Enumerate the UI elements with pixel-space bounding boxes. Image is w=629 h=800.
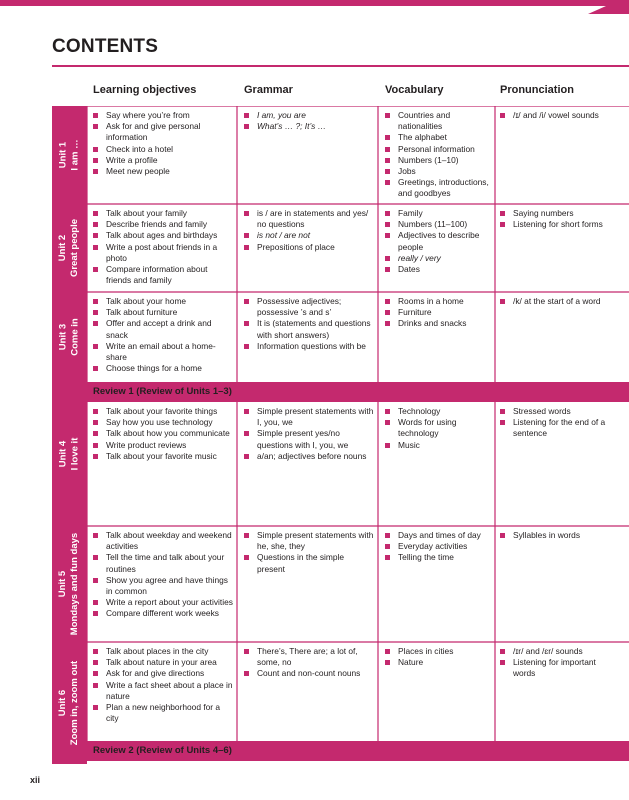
list-item bbox=[244, 242, 374, 253]
list-item-text: Say how you use technology bbox=[106, 417, 213, 428]
list-item-text: Simple present statements with I, you, we bbox=[257, 406, 374, 428]
list-item-text: Telling the time bbox=[398, 552, 454, 563]
list-item bbox=[500, 657, 618, 679]
unit-title: I am … bbox=[69, 139, 81, 171]
list-item bbox=[385, 166, 495, 177]
list-item bbox=[244, 341, 374, 352]
bullet-square-icon bbox=[244, 245, 249, 250]
list-item bbox=[385, 307, 495, 318]
list-item-text: Saying numbers bbox=[513, 208, 574, 218]
unit-6-vocabulary-list bbox=[385, 646, 495, 668]
bullet-square-icon bbox=[244, 211, 249, 216]
page-title: CONTENTS bbox=[52, 36, 159, 57]
unit-label-5 bbox=[52, 526, 87, 642]
list-item bbox=[385, 646, 495, 657]
bullet-square-icon bbox=[244, 454, 249, 459]
list-item bbox=[93, 417, 233, 428]
bullet-square-icon bbox=[385, 233, 390, 238]
unit-3-vocabulary-list bbox=[385, 296, 495, 330]
list-item-text: Nature bbox=[398, 657, 424, 668]
list-item-text: Meet new people bbox=[106, 166, 170, 177]
list-item bbox=[93, 307, 233, 318]
list-item-text: /ɪr/ and /ɛr/ sounds bbox=[513, 646, 583, 656]
bullet-square-icon bbox=[244, 113, 249, 118]
column-header-learning: Learning objectives bbox=[93, 84, 197, 96]
bullet-square-icon bbox=[385, 267, 390, 272]
bullet-square-icon bbox=[93, 321, 98, 326]
list-item-text: Technology bbox=[398, 406, 441, 416]
list-item-text: Listening for important words bbox=[513, 657, 596, 679]
list-item-text: Talk about nature in your area bbox=[106, 657, 217, 668]
list-item-text: The alphabet bbox=[398, 132, 447, 143]
bullet-square-icon bbox=[93, 555, 98, 560]
list-item-text: /k/ at the start of a word bbox=[513, 296, 601, 306]
list-item bbox=[244, 230, 374, 241]
list-item-text: Prepositions of place bbox=[257, 241, 335, 252]
list-item-text: Jobs bbox=[398, 166, 416, 177]
bullet-square-icon bbox=[385, 321, 390, 326]
bullet-square-icon bbox=[93, 147, 98, 152]
bullet-square-icon bbox=[93, 454, 98, 459]
list-item-text: Words for using technology bbox=[398, 417, 457, 439]
bullet-square-icon bbox=[385, 533, 390, 538]
bullet-square-icon bbox=[93, 611, 98, 616]
list-item-text: Write product reviews bbox=[106, 439, 187, 450]
list-item-text: Talk about how you communicate bbox=[106, 428, 230, 439]
list-item-text: Countries and nationalities bbox=[398, 110, 451, 132]
bullet-square-icon bbox=[385, 256, 390, 261]
list-item bbox=[93, 219, 233, 230]
unit-6-learning-list bbox=[93, 646, 233, 724]
unit-2-pronunciation-list bbox=[500, 208, 618, 230]
list-item bbox=[93, 155, 233, 166]
unit-title: I love it bbox=[69, 437, 81, 471]
list-item bbox=[93, 110, 233, 121]
unit-label-1 bbox=[52, 106, 87, 204]
list-item bbox=[244, 208, 374, 230]
list-item bbox=[385, 208, 495, 219]
list-item-text: Ask for and give personal information bbox=[106, 121, 201, 143]
list-item-text: Offer and accept a drink and snack bbox=[106, 318, 212, 340]
list-item-text: It is (statements and questions with short answers) bbox=[257, 318, 371, 340]
list-item bbox=[93, 121, 233, 143]
list-item bbox=[385, 132, 495, 143]
bullet-square-icon bbox=[244, 409, 249, 414]
bullet-square-icon bbox=[93, 578, 98, 583]
list-item-text: is not / are not bbox=[257, 230, 311, 241]
unit-label-2 bbox=[52, 204, 87, 292]
bullet-square-icon bbox=[500, 222, 505, 227]
list-item bbox=[385, 219, 495, 230]
list-item bbox=[500, 110, 618, 121]
top-accent-band bbox=[0, 0, 629, 22]
unit-1-vocabulary-list bbox=[385, 110, 495, 200]
bullet-square-icon bbox=[244, 299, 249, 304]
list-item bbox=[500, 406, 618, 417]
list-item bbox=[385, 406, 495, 417]
unit-3-learning-list bbox=[93, 296, 233, 374]
bullet-square-icon bbox=[385, 310, 390, 315]
list-item bbox=[244, 428, 374, 450]
unit-label-3 bbox=[52, 292, 87, 382]
bullet-square-icon bbox=[244, 649, 249, 654]
list-item bbox=[385, 530, 495, 541]
bullet-square-icon bbox=[244, 555, 249, 560]
unit-4-pronunciation-list bbox=[500, 406, 618, 440]
bullet-square-icon bbox=[385, 211, 390, 216]
list-item-text: is / are in statements and yes/ no questions bbox=[257, 208, 369, 230]
list-item bbox=[93, 530, 233, 552]
bullet-square-icon bbox=[93, 533, 98, 538]
list-item bbox=[385, 552, 495, 563]
bullet-square-icon bbox=[385, 158, 390, 163]
list-item bbox=[385, 230, 495, 252]
list-item bbox=[93, 341, 233, 363]
list-item-text: Talk about weekday and weekend activities bbox=[106, 530, 232, 552]
bullet-square-icon bbox=[385, 660, 390, 665]
bullet-square-icon bbox=[500, 660, 505, 665]
unit-5-learning-list bbox=[93, 530, 233, 620]
list-item-text: Talk about your favorite music bbox=[106, 450, 217, 461]
unit-6-grammar-list bbox=[244, 646, 374, 680]
list-item-text: Numbers (1–10) bbox=[398, 154, 459, 165]
list-item bbox=[244, 110, 374, 121]
unit-1-learning-list bbox=[93, 110, 233, 177]
list-item-text: Say where you’re from bbox=[106, 110, 190, 120]
list-item-text: Family bbox=[398, 208, 423, 218]
list-item bbox=[385, 253, 495, 264]
list-item bbox=[93, 680, 233, 702]
unit-number: Unit 1 bbox=[57, 141, 69, 169]
bullet-square-icon bbox=[500, 420, 505, 425]
bullet-square-icon bbox=[385, 169, 390, 174]
list-item bbox=[93, 208, 233, 219]
list-item-text: Show you agree and have things in common bbox=[106, 574, 228, 597]
list-item bbox=[93, 230, 233, 241]
list-item-text: Compare different work weeks bbox=[106, 608, 219, 619]
list-item bbox=[385, 541, 495, 552]
bullet-square-icon bbox=[93, 683, 98, 688]
bullet-square-icon bbox=[385, 135, 390, 140]
list-item-text: really / very bbox=[398, 252, 441, 263]
list-item bbox=[244, 406, 374, 428]
list-item-text: Personal information bbox=[398, 143, 475, 154]
bullet-square-icon bbox=[244, 124, 249, 129]
list-item-text: Simple present yes/no questions with I, you, we bbox=[257, 428, 349, 450]
list-item-text: Write a profile bbox=[106, 154, 158, 165]
bullet-square-icon bbox=[385, 420, 390, 425]
list-item-text: Count and non-count nouns bbox=[257, 668, 361, 679]
list-item-text: Places in cities bbox=[398, 646, 454, 656]
column-header-pronunciation: Pronunciation bbox=[500, 84, 574, 96]
bullet-square-icon bbox=[93, 649, 98, 654]
list-item bbox=[93, 144, 233, 155]
bullet-square-icon bbox=[93, 431, 98, 436]
list-item-text: Syllables in words bbox=[513, 530, 581, 540]
bullet-square-icon bbox=[93, 267, 98, 272]
unit-2-grammar-list bbox=[244, 208, 374, 253]
list-item bbox=[93, 702, 233, 724]
bullet-square-icon bbox=[500, 211, 505, 216]
bullet-square-icon bbox=[244, 671, 249, 676]
bullet-square-icon bbox=[385, 443, 390, 448]
list-item bbox=[244, 296, 374, 318]
list-item-text: Greetings, introductions, and goodbyes bbox=[398, 177, 489, 199]
list-item bbox=[385, 296, 495, 307]
unit-label-4 bbox=[52, 382, 87, 526]
bullet-square-icon bbox=[244, 233, 249, 238]
bullet-square-icon bbox=[93, 409, 98, 414]
list-item-text: Listening for the end of a sentence bbox=[513, 417, 606, 439]
bullet-square-icon bbox=[93, 233, 98, 238]
list-item-text: Stressed words bbox=[513, 406, 571, 416]
unit-4-vocabulary-list bbox=[385, 406, 495, 451]
list-item bbox=[93, 668, 233, 679]
bullet-square-icon bbox=[244, 321, 249, 326]
list-item-text: Everyday activities bbox=[398, 541, 468, 552]
bullet-square-icon bbox=[244, 431, 249, 436]
list-item bbox=[500, 646, 618, 657]
unit-1-grammar-list bbox=[244, 110, 374, 132]
unit-6-pronunciation-list bbox=[500, 646, 618, 680]
unit-number: Unit 3 bbox=[57, 323, 69, 351]
bullet-square-icon bbox=[93, 299, 98, 304]
unit-title: Great people bbox=[69, 218, 81, 278]
bullet-square-icon bbox=[93, 124, 98, 129]
list-item bbox=[385, 318, 495, 329]
list-item bbox=[93, 608, 233, 619]
list-item-text: /ɪ/ and /i/ vowel sounds bbox=[513, 110, 599, 120]
unit-5-pronunciation-list bbox=[500, 530, 618, 541]
list-item bbox=[385, 110, 495, 132]
unit-title: Come in bbox=[69, 318, 81, 356]
list-item bbox=[93, 597, 233, 608]
list-item-text: Compare information about friends and family bbox=[106, 264, 208, 286]
list-item-text: Dates bbox=[398, 264, 420, 275]
unit-2-learning-list bbox=[93, 208, 233, 286]
list-item bbox=[244, 552, 374, 574]
unit-number: Unit 5 bbox=[57, 570, 69, 598]
list-item bbox=[385, 417, 495, 439]
unit-1-pronunciation-list bbox=[500, 110, 618, 121]
list-item bbox=[93, 646, 233, 657]
bullet-square-icon bbox=[244, 533, 249, 538]
bullet-square-icon bbox=[385, 222, 390, 227]
bullet-square-icon bbox=[385, 409, 390, 414]
list-item-text: Choose things for a home bbox=[106, 363, 202, 374]
list-item-text: Plan a new neighborhood for a city bbox=[106, 702, 221, 724]
list-item bbox=[500, 296, 618, 307]
bullet-square-icon bbox=[93, 671, 98, 676]
list-item-text: I am, you are bbox=[257, 110, 306, 120]
list-item bbox=[93, 264, 233, 286]
list-item-text: Simple present statements with he, she, they bbox=[257, 530, 374, 552]
list-item-text: Rooms in a home bbox=[398, 296, 464, 306]
bullet-square-icon bbox=[93, 310, 98, 315]
list-item bbox=[500, 219, 618, 230]
list-item-text: Drinks and snacks bbox=[398, 318, 467, 329]
list-item-text: Talk about places in the city bbox=[106, 646, 209, 656]
review-1-label: Review 1 (Review of Units 1–3) bbox=[93, 386, 232, 397]
list-item-text: Talk about ages and birthdays bbox=[106, 230, 218, 241]
list-item-text: Numbers (11–100) bbox=[398, 219, 468, 230]
list-item-text: Talk about your home bbox=[106, 296, 187, 306]
list-item bbox=[385, 155, 495, 166]
list-item-text: Tell the time and talk about your routines bbox=[106, 552, 225, 574]
list-item-text: Talk about your family bbox=[106, 208, 187, 218]
unit-3-grammar-list bbox=[244, 296, 374, 352]
list-item-text: Ask for and give directions bbox=[106, 668, 205, 679]
bullet-square-icon bbox=[93, 366, 98, 371]
bullet-square-icon bbox=[385, 649, 390, 654]
list-item bbox=[385, 177, 495, 199]
bullet-square-icon bbox=[93, 113, 98, 118]
list-item bbox=[93, 440, 233, 451]
unit-2-vocabulary-list bbox=[385, 208, 495, 275]
unit-5-grammar-list bbox=[244, 530, 374, 575]
list-item-text: Write a post about friends in a photo bbox=[106, 241, 218, 263]
bullet-square-icon bbox=[93, 660, 98, 665]
unit-title: Zoom in, zoom out bbox=[69, 660, 81, 746]
unit-number: Unit 6 bbox=[57, 689, 69, 717]
title-rule bbox=[52, 65, 629, 67]
list-item-text: Possessive adjectives; possessive ’s and s’ bbox=[257, 296, 342, 318]
bullet-square-icon bbox=[385, 113, 390, 118]
list-item bbox=[244, 318, 374, 340]
bullet-square-icon bbox=[385, 544, 390, 549]
list-item bbox=[93, 318, 233, 340]
list-item bbox=[500, 208, 618, 219]
list-item bbox=[385, 657, 495, 668]
bullet-square-icon bbox=[93, 245, 98, 250]
list-item-text: Talk about your favorite things bbox=[106, 406, 218, 416]
bullet-square-icon bbox=[93, 158, 98, 163]
page-number: xii bbox=[30, 775, 41, 785]
list-item bbox=[244, 646, 374, 668]
list-item bbox=[93, 166, 233, 177]
unit-label-6 bbox=[52, 642, 87, 764]
bullet-square-icon bbox=[244, 344, 249, 349]
list-item-text: Information questions with be bbox=[257, 340, 366, 351]
bullet-square-icon bbox=[500, 409, 505, 414]
list-item-text: Listening for short forms bbox=[513, 219, 603, 230]
unit-title: Mondays and fun days bbox=[69, 532, 81, 636]
list-item bbox=[93, 428, 233, 439]
unit-4-learning-list bbox=[93, 406, 233, 462]
list-item-text: Adjectives to describe people bbox=[398, 230, 480, 252]
bullet-square-icon bbox=[500, 299, 505, 304]
unit-4-grammar-list bbox=[244, 406, 374, 462]
column-header-vocabulary: Vocabulary bbox=[385, 84, 444, 96]
bullet-square-icon bbox=[385, 299, 390, 304]
list-item-text: What’s … ?; It’s … bbox=[257, 121, 327, 132]
list-item-text: a/an; adjectives before nouns bbox=[257, 450, 367, 461]
list-item bbox=[93, 242, 233, 264]
bullet-square-icon bbox=[93, 222, 98, 227]
list-item bbox=[93, 406, 233, 417]
list-item bbox=[500, 530, 618, 541]
bullet-square-icon bbox=[93, 344, 98, 349]
list-item bbox=[244, 668, 374, 679]
list-item-text: There’s, There are; a lot of, some, no bbox=[257, 646, 358, 668]
bullet-square-icon bbox=[500, 649, 505, 654]
unit-3-pronunciation-list bbox=[500, 296, 618, 307]
list-item-text: Music bbox=[398, 439, 420, 450]
bullet-square-icon bbox=[93, 420, 98, 425]
list-item bbox=[93, 296, 233, 307]
list-item bbox=[93, 657, 233, 668]
unit-5-vocabulary-list bbox=[385, 530, 495, 564]
unit-number: Unit 4 bbox=[57, 440, 69, 468]
list-item-text: Days and times of day bbox=[398, 530, 481, 540]
list-item bbox=[385, 264, 495, 275]
list-item-text: Write a report about your activities bbox=[106, 597, 233, 608]
list-item-text: Questions in the simple present bbox=[257, 552, 345, 574]
bullet-square-icon bbox=[93, 443, 98, 448]
list-item bbox=[93, 575, 233, 597]
bullet-square-icon bbox=[500, 533, 505, 538]
list-item bbox=[93, 363, 233, 374]
list-item bbox=[244, 530, 374, 552]
list-item bbox=[385, 440, 495, 451]
bullet-square-icon bbox=[93, 705, 98, 710]
list-item-text: Write an email about a home-share bbox=[106, 340, 216, 363]
unit-number: Unit 2 bbox=[57, 234, 69, 262]
bullet-square-icon bbox=[385, 147, 390, 152]
bullet-square-icon bbox=[93, 600, 98, 605]
list-item bbox=[93, 552, 233, 574]
bullet-square-icon bbox=[93, 169, 98, 174]
list-item bbox=[385, 144, 495, 155]
bullet-square-icon bbox=[500, 113, 505, 118]
list-item-text: Furniture bbox=[398, 307, 432, 318]
bullet-square-icon bbox=[93, 211, 98, 216]
list-item bbox=[93, 451, 233, 462]
column-header-grammar: Grammar bbox=[244, 84, 293, 96]
list-item bbox=[244, 121, 374, 132]
list-item-text: Describe friends and family bbox=[106, 219, 208, 230]
list-item-text: Check into a hotel bbox=[106, 143, 174, 154]
review-2-label: Review 2 (Review of Units 4–6) bbox=[93, 745, 232, 756]
list-item-text: Talk about furniture bbox=[106, 307, 178, 318]
bullet-square-icon bbox=[385, 180, 390, 185]
list-item-text: Write a fact sheet about a place in nature bbox=[106, 679, 233, 701]
list-item bbox=[244, 451, 374, 462]
bullet-square-icon bbox=[385, 555, 390, 560]
list-item bbox=[500, 417, 618, 439]
